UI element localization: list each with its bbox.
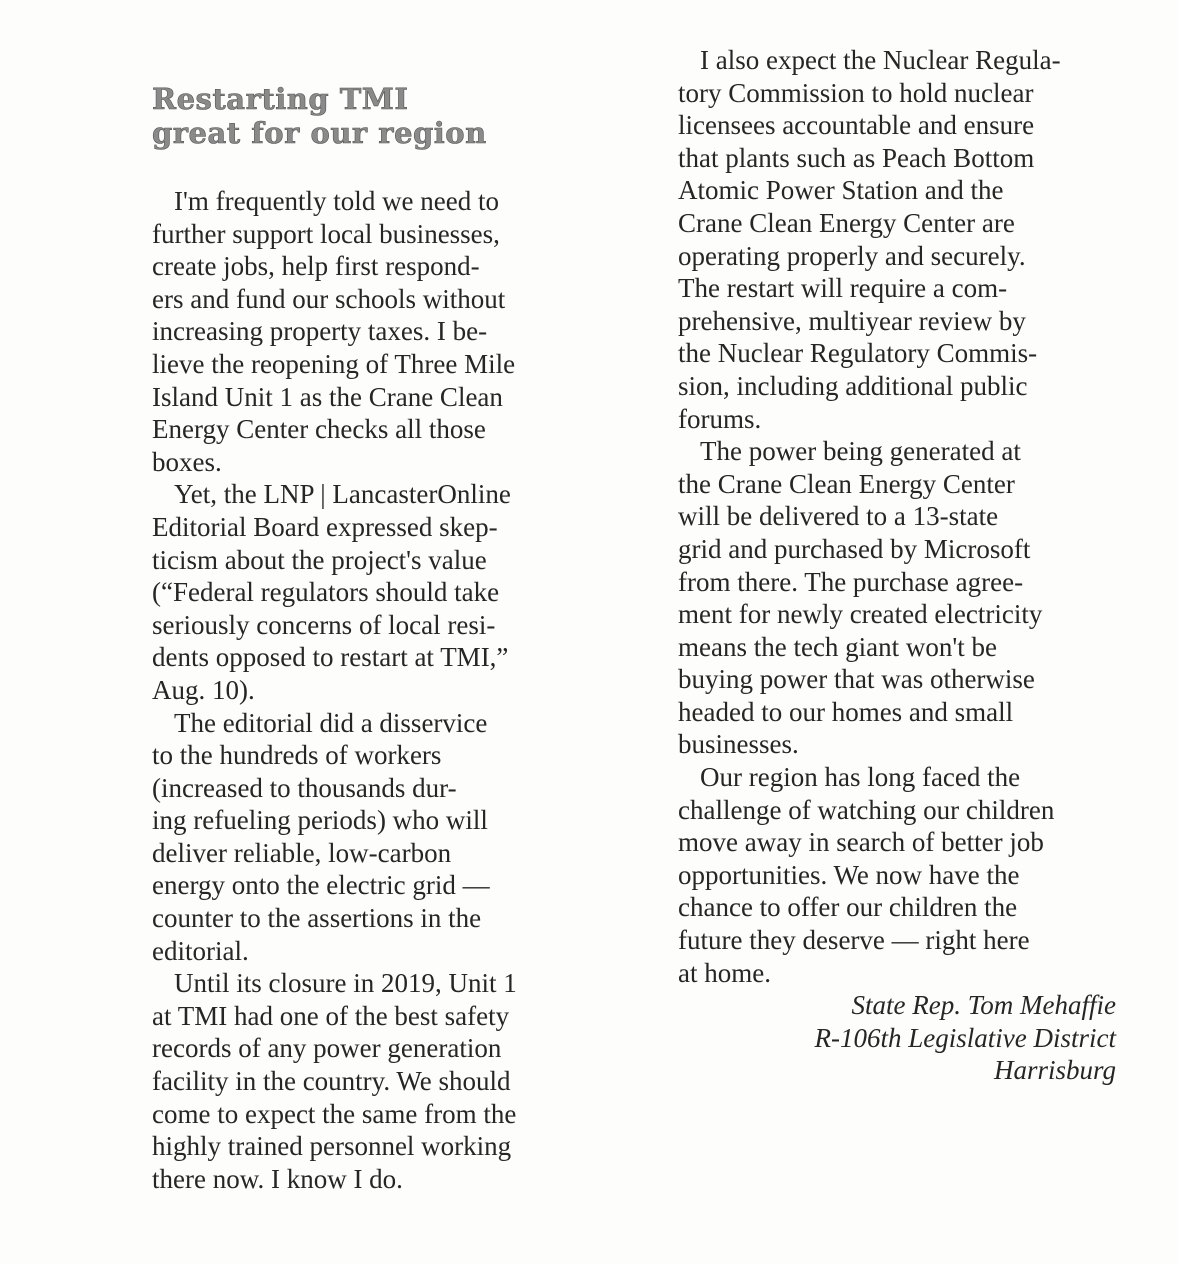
article-line: dents opposed to restart at TMI,” xyxy=(152,642,509,673)
article-line: from there. The purchase agree- xyxy=(678,566,1024,597)
headline-line-2: great for our region xyxy=(152,116,487,150)
article-line: energy onto the electric grid — xyxy=(152,870,490,901)
article-line: ment for newly created electricity xyxy=(678,599,1043,630)
right-column xyxy=(678,44,1128,1087)
article-line: facility in the country. We should xyxy=(152,1066,511,1097)
article-line: that plants such as Peach Bottom xyxy=(678,142,1035,173)
article-line: records of any power generation xyxy=(152,1033,502,1064)
article-line: come to expect the same from the xyxy=(152,1098,517,1129)
article-line: there now. I know I do. xyxy=(152,1163,403,1194)
article-line: means the tech giant won't be xyxy=(678,631,998,662)
article-line: create jobs, help first respond- xyxy=(152,251,480,282)
article-line: I also expect the Nuclear Regula- xyxy=(700,45,1061,75)
article-line: I'm frequently told we need to xyxy=(174,186,500,216)
article-line: the Nuclear Regulatory Commis- xyxy=(678,338,1038,369)
article-line: seriously concerns of local resi- xyxy=(152,609,496,640)
article-line: lieve the reopening of Three Mile xyxy=(152,348,516,379)
article-line: editorial. xyxy=(152,935,249,966)
article-line: the Crane Clean Energy Center xyxy=(678,468,1015,499)
article-line: Editorial Board expressed skep- xyxy=(152,511,498,542)
signature-block xyxy=(678,989,1128,1087)
article-line: headed to our homes and small xyxy=(678,696,1014,727)
article-line: (“Federal regulators should take xyxy=(152,577,500,608)
article-line: Yet, the LNP | LancasterOnline xyxy=(174,479,511,510)
right-column-text xyxy=(678,44,1128,989)
headline-line-1: Restarting TMI xyxy=(152,82,409,116)
article-line: (increased to thousands dur- xyxy=(152,772,457,803)
headline xyxy=(152,82,592,150)
article-line: highly trained personnel working xyxy=(152,1131,512,1162)
article-line: to the hundreds of workers xyxy=(152,740,442,771)
article-line: boxes. xyxy=(152,446,222,477)
article-line: grid and purchased by Microsoft xyxy=(678,533,1031,564)
article-line: Crane Clean Energy Center are xyxy=(678,207,1015,238)
article-line: Our region has long faced the xyxy=(700,762,1021,793)
article-line: further support local businesses, xyxy=(152,218,500,249)
article-line: Energy Center checks all those xyxy=(152,414,486,445)
article-line: future they deserve — right here xyxy=(678,925,1030,956)
article-line: tory Commission to hold nuclear xyxy=(678,77,1034,108)
article-line: at home. xyxy=(678,957,771,988)
article-line: Until its closure in 2019, Unit 1 xyxy=(174,968,517,999)
article-line: forums. xyxy=(678,403,762,434)
article-line: The power being generated at xyxy=(700,436,1021,467)
article-line: licensees accountable and ensure xyxy=(678,110,1035,141)
article-line: sion, including additional public xyxy=(678,370,1028,401)
article-line: will be delivered to a 13-state xyxy=(678,501,999,532)
article-line: The editorial did a disservice xyxy=(174,707,488,738)
article-line: move away in search of better job xyxy=(678,827,1044,858)
article-line: challenge of watching our children xyxy=(678,794,1055,825)
article-line: ticism about the project's value xyxy=(152,544,487,575)
article-line: opportunities. We now have the xyxy=(678,859,1020,890)
signature-district: R-106th Legislative District xyxy=(814,1022,1116,1053)
article-line: counter to the assertions in the xyxy=(152,903,482,934)
article-line: Aug. 10). xyxy=(152,674,255,705)
article-line: deliver reliable, low-carbon xyxy=(152,837,452,868)
article-line: chance to offer our children the xyxy=(678,892,1018,923)
signature-name: State Rep. Tom Mehaffie xyxy=(851,990,1116,1021)
article-line: buying power that was otherwise xyxy=(678,664,1035,695)
article-line: The restart will require a com- xyxy=(678,273,1008,304)
article-line: prehensive, multiyear review by xyxy=(678,305,1026,336)
article-line: Island Unit 1 as the Crane Clean xyxy=(152,381,503,412)
article-line: at TMI had one of the best safety xyxy=(152,1000,510,1031)
article-line: operating properly and securely. xyxy=(678,240,1026,271)
article-line: Atomic Power Station and the xyxy=(678,175,1004,206)
article-line: businesses. xyxy=(678,729,799,760)
article-line: increasing property taxes. I be- xyxy=(152,316,488,347)
signature-city: Harrisburg xyxy=(993,1055,1116,1086)
left-column xyxy=(152,185,592,1195)
article-line: ing refueling periods) who will xyxy=(152,805,488,836)
article-line: ers and fund our schools without xyxy=(152,283,506,314)
